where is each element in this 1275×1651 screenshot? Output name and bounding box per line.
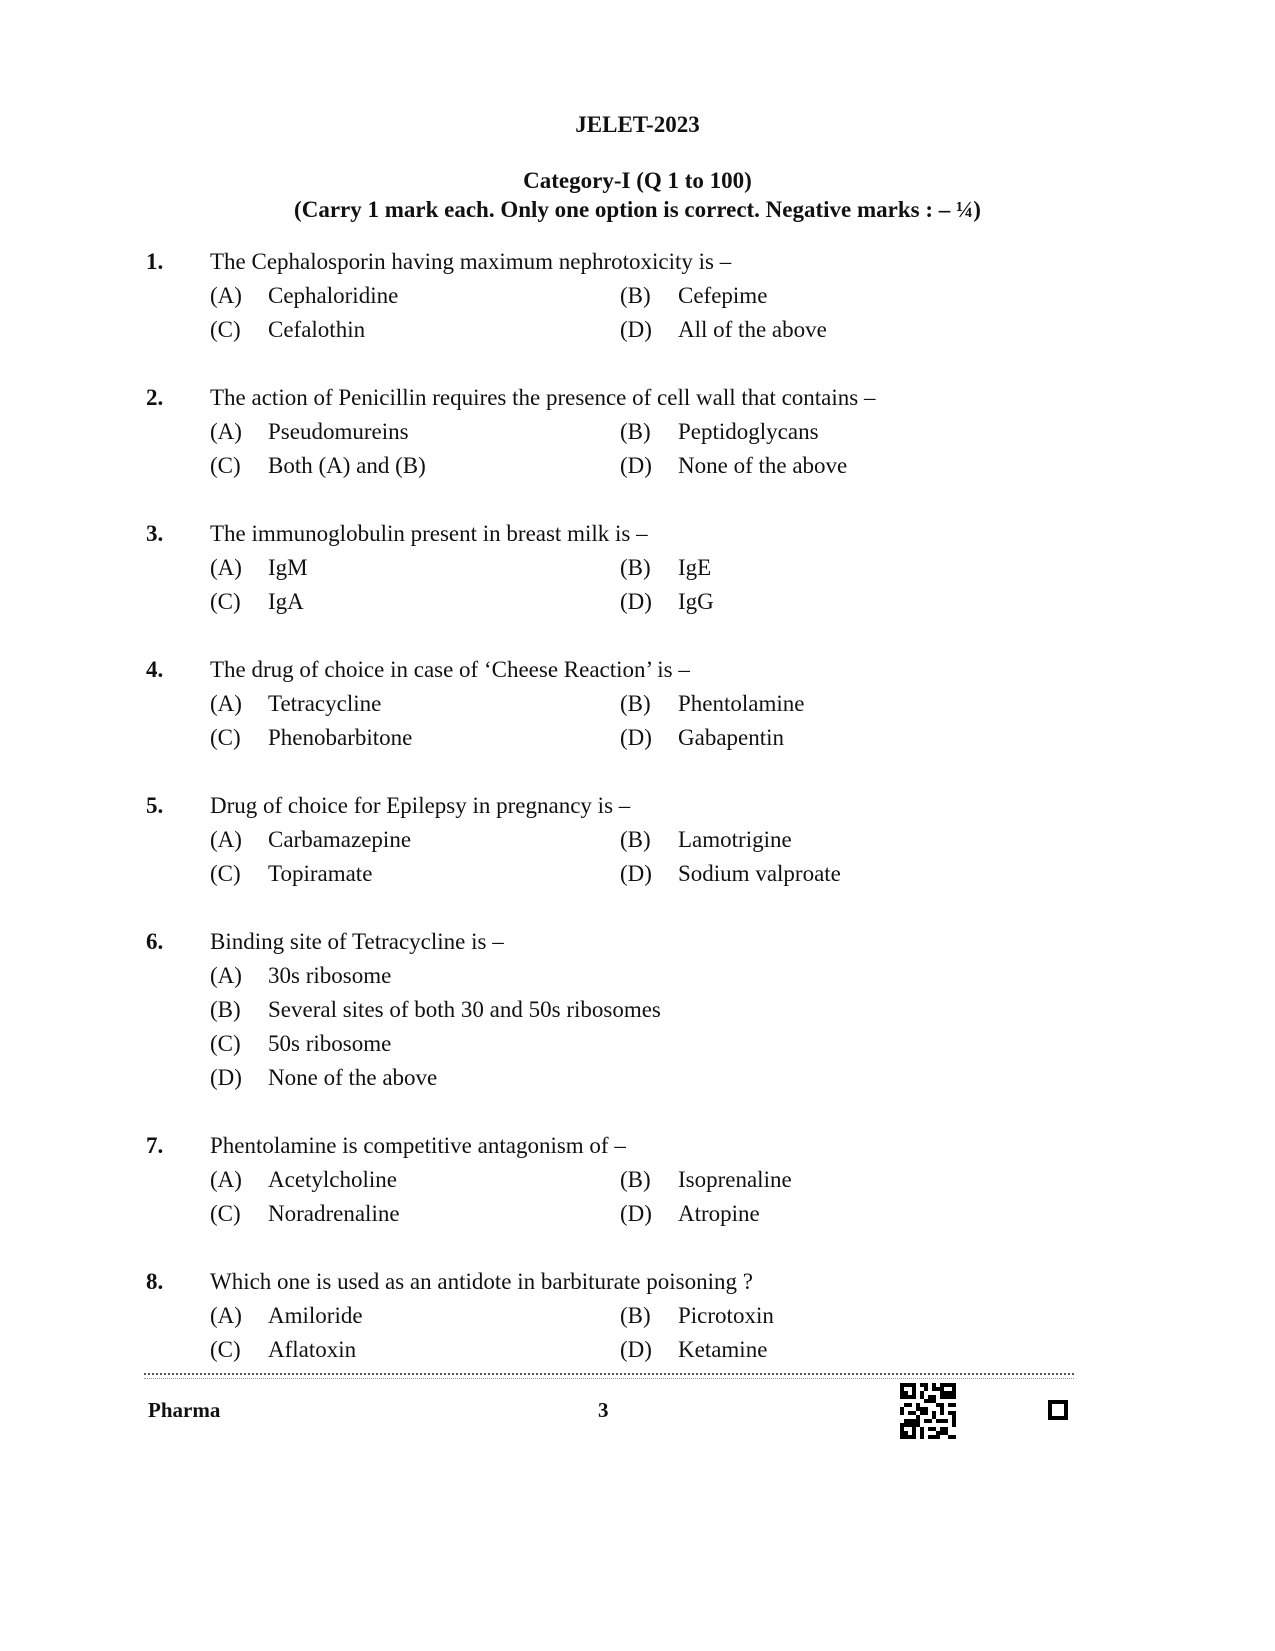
option-c bbox=[210, 721, 620, 755]
option-c bbox=[210, 857, 620, 891]
option-text: None of the above bbox=[268, 1065, 438, 1090]
option-d bbox=[620, 449, 1030, 483]
option-d bbox=[620, 585, 1030, 619]
page-number: 3 bbox=[598, 1398, 609, 1422]
option-a bbox=[210, 1163, 620, 1197]
option-text: 30s ribosome bbox=[268, 963, 392, 988]
option-letter: (D) bbox=[620, 1201, 652, 1226]
option-letter: (C) bbox=[210, 725, 241, 750]
question-list bbox=[146, 245, 1126, 1367]
question-5 bbox=[146, 789, 1126, 925]
option-letter: (D) bbox=[620, 317, 652, 342]
option-text: None of the above bbox=[678, 453, 848, 478]
option-text: Sodium valproate bbox=[678, 861, 841, 886]
option-text: All of the above bbox=[678, 317, 827, 342]
options-grid bbox=[210, 279, 1126, 347]
category-header bbox=[0, 166, 1275, 224]
option-b bbox=[210, 993, 1030, 1027]
option-d bbox=[620, 313, 1030, 347]
option-text: Cefepime bbox=[678, 283, 768, 308]
option-letter: (A) bbox=[210, 963, 242, 988]
qr-code-icon bbox=[900, 1383, 956, 1439]
option-a bbox=[210, 959, 1030, 993]
question-number: 2. bbox=[146, 385, 164, 410]
option-d bbox=[620, 857, 1030, 891]
option-text: 50s ribosome bbox=[268, 1031, 392, 1056]
option-letter: (B) bbox=[620, 691, 651, 716]
option-c bbox=[210, 449, 620, 483]
option-text: Several sites of both 30 and 50s ribosomes bbox=[268, 997, 661, 1022]
option-a bbox=[210, 1299, 620, 1333]
option-letter: (D) bbox=[620, 1337, 652, 1362]
option-letter: (D) bbox=[620, 725, 652, 750]
option-text: Isoprenaline bbox=[678, 1167, 792, 1192]
option-letter: (B) bbox=[620, 555, 651, 580]
question-text: The Cephalosporin having maximum nephrotoxicity is – bbox=[210, 249, 732, 274]
option-text: Amiloride bbox=[268, 1303, 363, 1328]
option-letter: (A) bbox=[210, 283, 242, 308]
option-text: IgG bbox=[678, 589, 714, 614]
question-number: 5. bbox=[146, 793, 164, 818]
option-letter: (A) bbox=[210, 1303, 242, 1328]
option-text: Noradrenaline bbox=[268, 1201, 400, 1226]
option-b bbox=[620, 687, 1030, 721]
options-grid bbox=[210, 687, 1126, 755]
option-c bbox=[210, 1197, 620, 1231]
option-letter: (A) bbox=[210, 827, 242, 852]
question-1 bbox=[146, 245, 1126, 381]
question-number: 8. bbox=[146, 1269, 164, 1294]
option-text: Carbamazepine bbox=[268, 827, 412, 852]
option-d bbox=[620, 1197, 1030, 1231]
option-b bbox=[620, 279, 1030, 313]
option-b bbox=[620, 823, 1030, 857]
question-text: Phentolamine is competitive antagonism of – bbox=[210, 1133, 626, 1158]
option-letter: (B) bbox=[620, 283, 651, 308]
option-c bbox=[210, 313, 620, 347]
footer-divider bbox=[144, 1373, 1074, 1375]
option-text: Cefalothin bbox=[268, 317, 366, 342]
option-text: Phenobarbitone bbox=[268, 725, 413, 750]
question-7 bbox=[146, 1129, 1126, 1265]
question-3 bbox=[146, 517, 1126, 653]
options-grid bbox=[210, 415, 1126, 483]
question-text: Drug of choice for Epilepsy in pregnancy is – bbox=[210, 793, 631, 818]
question-4 bbox=[146, 653, 1126, 789]
option-text: Picrotoxin bbox=[678, 1303, 774, 1328]
option-d bbox=[620, 1333, 1030, 1367]
question-8 bbox=[146, 1265, 1126, 1367]
option-text: IgE bbox=[678, 555, 712, 580]
option-a bbox=[210, 551, 620, 585]
question-text: The immunoglobulin present in breast milk is – bbox=[210, 521, 648, 546]
option-text: Phentolamine bbox=[678, 691, 805, 716]
footer-subject: Pharma bbox=[148, 1398, 221, 1422]
question-text: Which one is used as an antidote in barbiturate poisoning ? bbox=[210, 1269, 753, 1294]
option-text: Lamotrigine bbox=[678, 827, 792, 852]
option-letter: (D) bbox=[620, 589, 652, 614]
option-text: Topiramate bbox=[268, 861, 373, 886]
corner-marker-icon bbox=[1048, 1400, 1068, 1420]
option-text: Cephaloridine bbox=[268, 283, 399, 308]
option-b bbox=[620, 1299, 1030, 1333]
option-letter: (A) bbox=[210, 1167, 242, 1192]
option-letter: (B) bbox=[620, 1303, 651, 1328]
options-grid bbox=[210, 551, 1126, 619]
option-letter: (C) bbox=[210, 1337, 241, 1362]
question-number: 3. bbox=[146, 521, 164, 546]
option-b bbox=[620, 415, 1030, 449]
question-text: The action of Penicillin requires the presence of cell wall that contains – bbox=[210, 385, 876, 410]
options-grid bbox=[210, 1163, 1126, 1231]
question-6 bbox=[146, 925, 1126, 1129]
option-letter: (D) bbox=[620, 861, 652, 886]
options-grid bbox=[210, 823, 1126, 891]
option-text: Both (A) and (B) bbox=[268, 453, 426, 478]
options-list bbox=[210, 959, 1126, 1095]
option-letter: (C) bbox=[210, 1201, 241, 1226]
option-letter: (C) bbox=[210, 453, 241, 478]
option-letter: (C) bbox=[210, 589, 241, 614]
option-letter: (A) bbox=[210, 555, 242, 580]
option-a bbox=[210, 279, 620, 313]
option-letter: (A) bbox=[210, 691, 242, 716]
option-d bbox=[620, 721, 1030, 755]
option-text: IgA bbox=[268, 589, 304, 614]
option-letter: (D) bbox=[620, 453, 652, 478]
instructions-line: (Carry 1 mark each. Only one option is correct. Negative marks : – ¼) bbox=[294, 197, 981, 222]
option-text: Pseudomureins bbox=[268, 419, 409, 444]
option-letter: (B) bbox=[620, 1167, 651, 1192]
option-a bbox=[210, 687, 620, 721]
option-c bbox=[210, 585, 620, 619]
category-line: Category-I (Q 1 to 100) bbox=[523, 168, 752, 193]
question-text: Binding site of Tetracycline is – bbox=[210, 929, 504, 954]
option-text: Gabapentin bbox=[678, 725, 785, 750]
option-letter: (B) bbox=[620, 827, 651, 852]
exam-title: JELET-2023 bbox=[575, 112, 700, 137]
option-letter: (B) bbox=[210, 997, 241, 1022]
option-text: Peptidoglycans bbox=[678, 419, 819, 444]
options-grid bbox=[210, 1299, 1126, 1367]
option-letter: (C) bbox=[210, 1031, 241, 1056]
option-a bbox=[210, 823, 620, 857]
option-a bbox=[210, 415, 620, 449]
question-text: The drug of choice in case of ‘Cheese Reaction’ is – bbox=[210, 657, 690, 682]
question-number: 1. bbox=[146, 249, 164, 274]
question-number: 6. bbox=[146, 929, 164, 954]
option-letter: (B) bbox=[620, 419, 651, 444]
option-letter: (C) bbox=[210, 317, 241, 342]
option-text: Ketamine bbox=[678, 1337, 768, 1362]
option-text: Atropine bbox=[678, 1201, 760, 1226]
option-text: Tetracycline bbox=[268, 691, 382, 716]
option-letter: (C) bbox=[210, 861, 241, 886]
question-number: 4. bbox=[146, 657, 164, 682]
option-d bbox=[210, 1061, 1030, 1095]
question-number: 7. bbox=[146, 1133, 164, 1158]
option-text: Aflatoxin bbox=[268, 1337, 357, 1362]
option-letter: (D) bbox=[210, 1065, 242, 1090]
option-b bbox=[620, 1163, 1030, 1197]
option-b bbox=[620, 551, 1030, 585]
question-2 bbox=[146, 381, 1126, 517]
option-letter: (A) bbox=[210, 419, 242, 444]
option-c bbox=[210, 1333, 620, 1367]
option-text: IgM bbox=[268, 555, 308, 580]
option-text: Acetylcholine bbox=[268, 1167, 398, 1192]
option-c bbox=[210, 1027, 1030, 1061]
